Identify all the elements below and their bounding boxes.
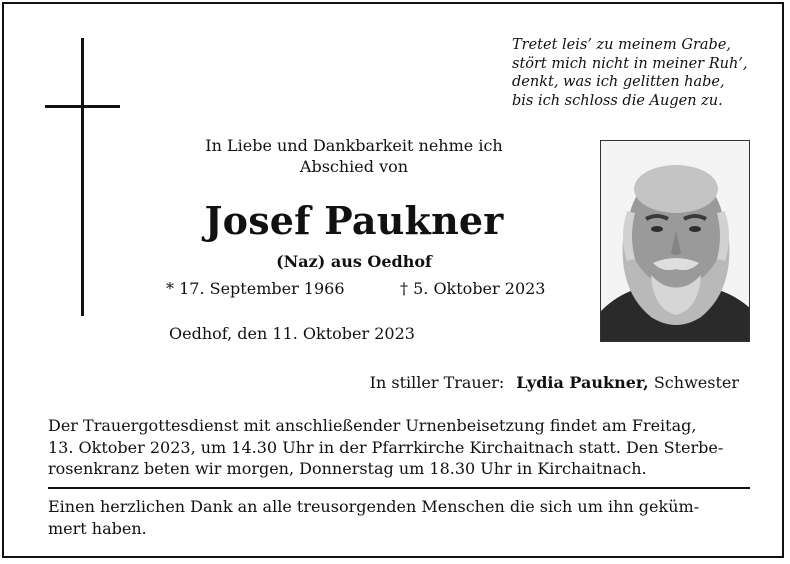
funeral-service-info: [48, 415, 750, 480]
birth-date: * 17. September 1966: [166, 279, 345, 298]
place-and-date: Oedhof, den 11. Oktober 2023: [169, 324, 415, 343]
thanks-line: mert haben.: [48, 518, 147, 538]
mourners-label: In stiller Trauer:: [369, 373, 505, 392]
mourners-line: [370, 373, 739, 392]
service-line: Der Trauergottesdienst mit anschließender Urnenbeisetzung findet am Freitag,: [48, 416, 697, 435]
deceased-name: Josef Paukner: [204, 198, 504, 243]
service-line: rosenkranz beten wir morgen, Donnerstag um 18.30 Uhr in Kirchaitnach.: [48, 459, 647, 478]
thanks-line: Einen herzlichen Dank an alle treusorgenden Menschen die sich um ihn geküm-: [48, 497, 700, 516]
thanks-text: [48, 496, 750, 539]
poem-line: denkt, was ich gelitten habe,: [512, 74, 725, 90]
obituary-notice: [2, 2, 784, 558]
intro-text: [164, 135, 544, 177]
death-date: † 5. Oktober 2023: [400, 279, 546, 298]
service-line: 13. Oktober 2023, um 14.30 Uhr in der Pfarrkirche Kirchaitnach statt. Den Sterbe-: [48, 437, 724, 457]
mourner-name: Lydia Paukner,: [516, 373, 649, 392]
cross-vertical-bar: [81, 38, 84, 316]
intro-line: Abschied von: [299, 157, 409, 176]
poem-line: Tretet leis’ zu meinem Grabe,: [512, 37, 732, 53]
divider: [48, 487, 750, 489]
portrait-photo-icon: [601, 141, 750, 342]
deceased-nickname: (Naz) aus Oedhof: [276, 252, 432, 271]
portrait-photo: [600, 140, 750, 342]
mourner-relation: Schwester: [653, 373, 739, 392]
intro-line: In Liebe und Dankbarkeit nehme ich: [205, 136, 503, 155]
poem: [512, 36, 782, 110]
poem-line: bis ich schloss die Augen zu.: [512, 92, 723, 109]
poem-line: stört mich nicht in meiner Ruh’,: [512, 55, 748, 72]
cross-horizontal-bar: [45, 105, 120, 108]
